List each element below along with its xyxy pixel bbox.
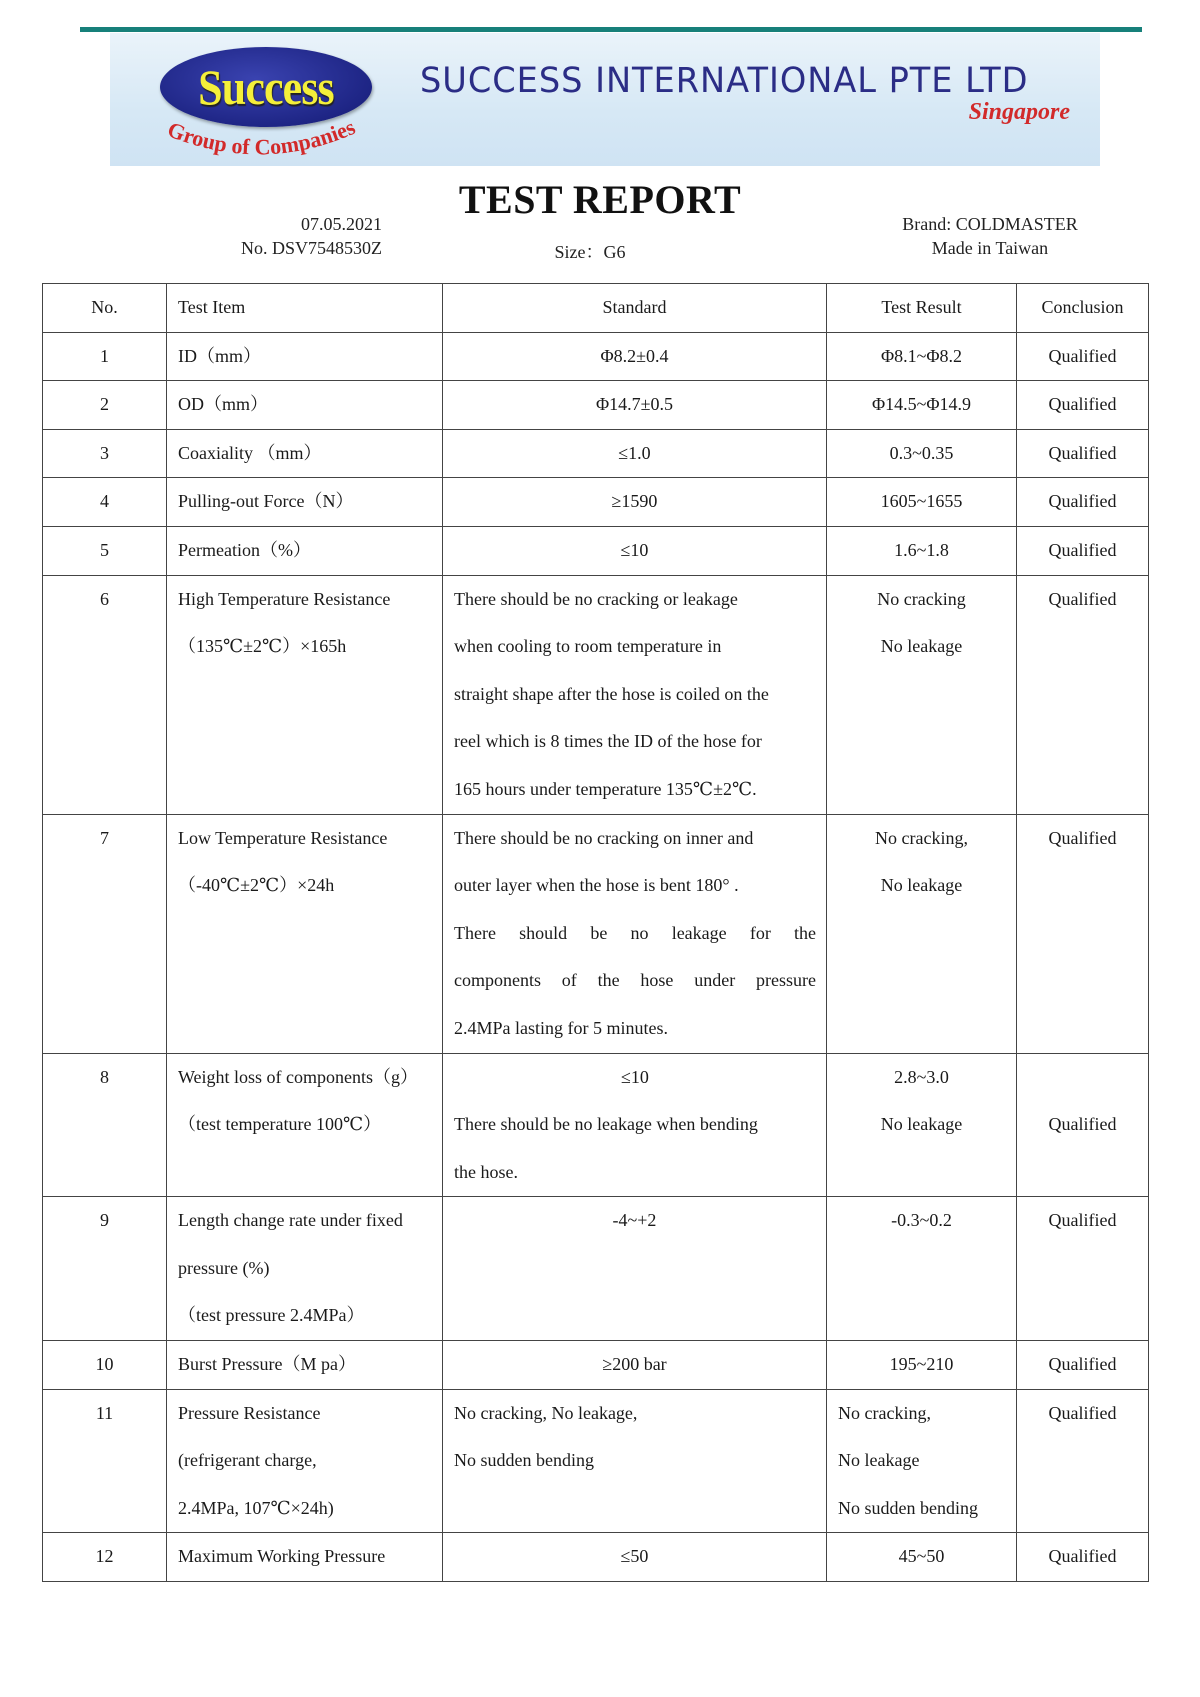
- cell-standard-line: straight shape after the hose is coiled on the: [454, 683, 769, 704]
- cell-test-item: [167, 1197, 443, 1341]
- cell-conclusion: [1017, 575, 1149, 814]
- cell-test-item-line: 2.4MPa, 107℃×24h): [178, 1497, 334, 1518]
- cell-standard-line: ≥200 bar: [602, 1354, 667, 1375]
- column-header-conclusion: Conclusion: [1017, 284, 1149, 333]
- cell-test-item-line: （-40℃±2℃）×24h: [178, 875, 335, 896]
- cell-test-item-line: Coaxiality （mm）: [178, 442, 322, 463]
- table-row: [43, 478, 1149, 527]
- cell-no-line: 1: [100, 345, 109, 366]
- column-header-test-item: Test Item: [167, 284, 443, 333]
- cell-conclusion-line: Qualified: [1048, 1114, 1117, 1135]
- cell-conclusion-line: Qualified: [1048, 394, 1117, 415]
- cell-standard-line: 2.4MPa lasting for 5 minutes.: [454, 1017, 668, 1038]
- cell-standard-line: reel which is 8 times the ID of the hose for: [454, 731, 762, 752]
- cell-conclusion-line: Qualified: [1048, 491, 1117, 512]
- cell-test-result: [827, 575, 1017, 814]
- cell-standard-line: ≤10: [621, 1066, 649, 1087]
- cell-test-result-line: No sudden bending: [838, 1497, 978, 1518]
- table-row: [43, 332, 1149, 381]
- cell-test-item: [167, 526, 443, 575]
- table-row: [43, 814, 1149, 1053]
- cell-test-item-line: Burst Pressure（M pa）: [178, 1354, 356, 1375]
- cell-conclusion: [1017, 1341, 1149, 1390]
- table-row: [43, 526, 1149, 575]
- cell-test-result-line: 2.8~3.0: [894, 1066, 949, 1087]
- table-row: [43, 1389, 1149, 1533]
- origin: Made in Taiwan: [931, 238, 1049, 258]
- cell-conclusion: [1017, 478, 1149, 527]
- cell-test-item: [167, 1533, 443, 1582]
- cell-test-item-line: Length change rate under fixed: [178, 1210, 403, 1231]
- cell-test-item-line: Pressure Resistance: [178, 1402, 321, 1423]
- cell-test-result: [827, 1341, 1017, 1390]
- cell-no: [43, 429, 167, 478]
- cell-test-result-line: 195~210: [889, 1354, 954, 1375]
- cell-test-item: [167, 1341, 443, 1390]
- cell-test-item-line: Low Temperature Resistance: [178, 827, 388, 848]
- cell-no-line: 8: [100, 1066, 109, 1087]
- cell-standard-line: 165 hours under temperature 135℃±2℃.: [454, 778, 757, 799]
- cell-conclusion-line: Qualified: [1048, 1546, 1117, 1567]
- cell-conclusion-line: Qualified: [1048, 588, 1117, 609]
- cell-no-line: 11: [95, 1402, 114, 1423]
- cell-test-result-line: No leakage: [880, 1114, 963, 1135]
- cell-standard: [443, 1053, 827, 1197]
- cell-standard: [443, 575, 827, 814]
- cell-test-result: [827, 814, 1017, 1053]
- cell-test-result-line: No cracking: [877, 588, 966, 609]
- cell-no-line: 4: [100, 491, 109, 512]
- table-row: [43, 429, 1149, 478]
- table-header-row: [43, 284, 1149, 333]
- cell-standard-line: Φ8.2±0.4: [600, 345, 669, 366]
- cell-test-result: [827, 429, 1017, 478]
- cell-no-line: 2: [100, 394, 109, 415]
- cell-no: [43, 381, 167, 430]
- cell-test-item-line: pressure (%): [178, 1257, 270, 1278]
- cell-test-result: [827, 332, 1017, 381]
- cell-test-result: [827, 381, 1017, 430]
- cell-conclusion: [1017, 429, 1149, 478]
- cell-conclusion: [1017, 381, 1149, 430]
- cell-conclusion-line: Qualified: [1048, 539, 1117, 560]
- cell-no: [43, 478, 167, 527]
- cell-conclusion: [1017, 1389, 1149, 1533]
- table-row: [43, 1341, 1149, 1390]
- table-row: [43, 575, 1149, 814]
- cell-test-result-line: No leakage: [880, 636, 963, 657]
- cell-standard-line: There should be no leakage for the: [454, 922, 816, 943]
- cell-no: [43, 575, 167, 814]
- cell-no: [43, 814, 167, 1053]
- cell-no: [43, 1389, 167, 1533]
- cell-test-result-line: 0.3~0.35: [889, 442, 954, 463]
- cell-no-line: 10: [95, 1354, 114, 1375]
- cell-test-result: [827, 1389, 1017, 1533]
- cell-standard: [443, 1389, 827, 1533]
- cell-no-line: 7: [100, 827, 109, 848]
- cell-standard: [443, 1533, 827, 1582]
- report-date: 07.05.2021: [301, 214, 382, 234]
- table-row: [43, 1053, 1149, 1197]
- cell-standard: [443, 526, 827, 575]
- cell-standard: [443, 1197, 827, 1341]
- cell-standard-line: -4~+2: [612, 1210, 657, 1231]
- cell-standard-line: Φ14.7±0.5: [595, 394, 674, 415]
- column-header-test-result: Test Result: [827, 284, 1017, 333]
- cell-test-result-line: No leakage: [880, 875, 963, 896]
- cell-standard-line: ≤50: [620, 1546, 649, 1567]
- cell-test-item: [167, 429, 443, 478]
- cell-no: [43, 526, 167, 575]
- cell-conclusion: [1017, 332, 1149, 381]
- cell-test-result-line: -0.3~0.2: [891, 1210, 952, 1231]
- logo-tagline: Group of Companies: [164, 115, 359, 160]
- cell-test-item: [167, 332, 443, 381]
- cell-test-item-line: OD（mm）: [178, 394, 268, 415]
- cell-test-result: [827, 478, 1017, 527]
- cell-no-line: 9: [100, 1210, 109, 1231]
- cell-conclusion-line: Qualified: [1048, 1210, 1117, 1231]
- cell-test-result: [827, 526, 1017, 575]
- column-header-no: No.: [43, 284, 167, 333]
- cell-no: [43, 1197, 167, 1341]
- cell-conclusion-line: Qualified: [1048, 827, 1117, 848]
- cell-conclusion: [1017, 1053, 1149, 1197]
- logo-tagline-arc: [162, 115, 382, 175]
- cell-test-item: [167, 1389, 443, 1533]
- cell-test-result-line: 1.6~1.8: [894, 539, 949, 560]
- cell-standard: [443, 1341, 827, 1390]
- cell-test-item-line: ID（mm）: [178, 345, 261, 366]
- cell-no-line: 6: [100, 588, 109, 609]
- cell-conclusion: [1017, 526, 1149, 575]
- cell-test-item-line: Pulling-out Force（N）: [178, 491, 354, 512]
- table-row: [43, 1197, 1149, 1341]
- cell-test-result-line: No cracking,: [838, 1402, 931, 1423]
- company-city: Singapore: [968, 99, 1070, 125]
- cell-test-result-line: No leakage: [838, 1450, 920, 1471]
- cell-test-result: [827, 1197, 1017, 1341]
- cell-standard: [443, 332, 827, 381]
- cell-standard-line: when cooling to room temperature in: [454, 636, 722, 657]
- cell-test-item: [167, 478, 443, 527]
- cell-conclusion-line: Qualified: [1048, 345, 1117, 366]
- cell-no: [43, 1053, 167, 1197]
- cell-no-line: 5: [100, 539, 109, 560]
- cell-conclusion: [1017, 1197, 1149, 1341]
- cell-standard-line: There should be no leakage when bending: [454, 1114, 758, 1135]
- cell-standard-line: ≤10: [620, 539, 649, 560]
- cell-standard-line: There should be no cracking or leakage: [454, 588, 738, 609]
- cell-standard-line: There should be no cracking on inner and: [454, 827, 754, 848]
- company-banner: [110, 33, 1100, 166]
- brand: Brand: COLDMASTER: [902, 214, 1078, 234]
- table-row: [43, 1533, 1149, 1582]
- cell-test-result-line: 45~50: [898, 1546, 945, 1567]
- cell-test-item-line: Permeation（%）: [178, 539, 311, 560]
- cell-no-line: 3: [100, 442, 109, 463]
- cell-test-item-line: Weight loss of components（g）: [178, 1066, 419, 1087]
- cell-test-result-line: Φ14.5~Φ14.9: [871, 394, 972, 415]
- svg-text:Group of Companies: [164, 115, 359, 159]
- cell-test-item-line: （135℃±2℃）×165h: [178, 636, 347, 657]
- cell-standard: [443, 429, 827, 478]
- cell-test-item-line: （test temperature 100℃）: [178, 1114, 382, 1135]
- cell-conclusion-line: Qualified: [1048, 442, 1117, 463]
- cell-standard-line: outer layer when the hose is bent 180° .: [454, 875, 739, 896]
- cell-standard-line: the hose.: [454, 1161, 518, 1182]
- header-accent-line: [80, 27, 1142, 32]
- cell-standard-line: No sudden bending: [454, 1450, 594, 1471]
- cell-no: [43, 1533, 167, 1582]
- cell-test-result-line: No cracking,: [875, 827, 968, 848]
- cell-test-result: [827, 1053, 1017, 1197]
- report-number: No. DSV7548530Z: [240, 238, 382, 258]
- cell-test-item: [167, 1053, 443, 1197]
- cell-standard: [443, 814, 827, 1053]
- table-row: [43, 381, 1149, 430]
- cell-no-line: 12: [95, 1546, 114, 1567]
- cell-test-item-line: (refrigerant charge,: [178, 1450, 317, 1471]
- cell-test-result-line: 1605~1655: [880, 491, 963, 512]
- cell-standard-line: components of the hose under pressure: [454, 970, 816, 991]
- cell-standard: [443, 478, 827, 527]
- hose-size: Size：G6: [554, 242, 626, 262]
- cell-test-item: [167, 575, 443, 814]
- cell-conclusion: [1017, 1533, 1149, 1582]
- cell-test-result-line: Φ8.1~Φ8.2: [880, 345, 963, 366]
- cell-test-item-line: Maximum Working Pressure: [178, 1546, 386, 1567]
- column-header-standard: Standard: [443, 284, 827, 333]
- page-title: TEST REPORT: [458, 177, 742, 222]
- cell-test-result: [827, 1533, 1017, 1582]
- cell-test-item: [167, 814, 443, 1053]
- company-name: SUCCESS INTERNATIONAL PTE LTD: [420, 61, 1029, 101]
- cell-standard-line: No cracking, No leakage,: [454, 1402, 638, 1423]
- logo-wordmark: Success: [198, 59, 334, 115]
- cell-no: [43, 332, 167, 381]
- cell-standard-line: ≥1590: [611, 491, 658, 512]
- cell-test-item-line: High Temperature Resistance: [178, 588, 391, 609]
- cell-standard: [443, 381, 827, 430]
- cell-conclusion: [1017, 814, 1149, 1053]
- test-report-table: [42, 283, 1149, 1582]
- cell-conclusion-line: Qualified: [1048, 1354, 1117, 1375]
- cell-no: [43, 1341, 167, 1390]
- cell-standard-line: ≤1.0: [618, 442, 651, 463]
- cell-conclusion-line: Qualified: [1048, 1402, 1117, 1423]
- cell-test-item: [167, 381, 443, 430]
- cell-test-item-line: （test pressure 2.4MPa）: [178, 1305, 365, 1326]
